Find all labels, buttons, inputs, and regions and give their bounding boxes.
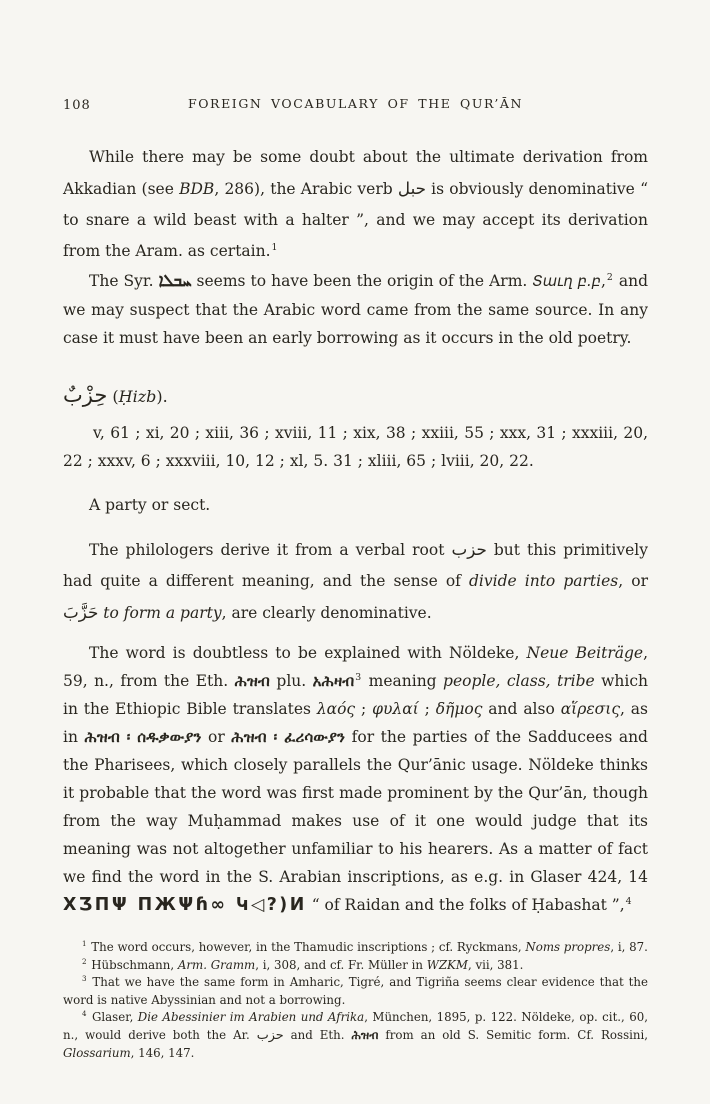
footnote-1: $^1$ The word occurs, however, in the Thamudic inscriptions ; cf. Ryckmans, Noms propres, i, 87. (82, 939, 648, 954)
footnotes-section (63, 939, 648, 1062)
paragraph-derivation: While there may be some doubt about the ultimate derivation from Akkadian (see BDB, 286), the Arabic verb حبل is obviously denominative “ to snare a wild beast with a halter ”, and we may accept its derivation from the Aram. as certain.$^1$ (63, 148, 648, 260)
footnote-4: $^4$ Glaser, Die Abessinier im Arabien und Afrika, München, 1895, p. 122. Nöldeke, op. cit., 60, n., would derive both the Ar. حزب and Eth. ሕዝብ from an old S. Semitic form. Cf. Rossini, Glossarium, 146, 147. (63, 1009, 649, 1060)
gloss-line: A party or sect. (89, 495, 211, 514)
entry-heading-hizb: حِزْبٌ (Ḥizb). (63, 383, 168, 407)
footnote-3: $^3$ That we have the same form in Amharic, Tigré, and Tigriña seems clear evidence that the word is native Abyssinian and not a borrowing. (63, 974, 648, 1007)
running-title: FOREIGN VOCABULARY OF THE QUR’ĀN (187, 96, 524, 111)
paragraph-noldeke: The word is doubtless to be explained with Nöldeke, Neue Beiträge, 59, n., from the Eth. ሕዝብ plu. አሕዛብ$^3$ meaning people, class, tribe which in the Ethiopic Bible translates λαός ; φυλαί ; δῆμος and also αἵρεσις, as in ሕዝብ ፡ ሰዱቃውያን or ሕዝብ ፡ ፈሪሳውያን for the parties of the Sadducees and the Pharisees, which closely parallels the Qur’ānic usage. Nöldeke thinks it probable that the word was first made prominent by the Qur’ān, though from the way Muḥammad makes use of it one would judge that its meaning was not altogether unfamiliar to his hearers. As a matter of fact we find the word in the S. Arabian inscriptions, as e.g. in Glaser 424, 14 XƷΠΨ ΠЖΨɦ∞ Կ◁?)И “ of Raidan and the folks of Ḥabashat ”,$^4$ (63, 644, 649, 915)
paragraph-syriac-origin: The Syr. ܚܒܠܐ seems to have been the origin of the Arm. Տաւղ բ.բ,$^2$ and we may suspect that the Arabic word came from the same source. In any case it must have been an early borrowing as it occurs in the old poetry. (63, 271, 649, 347)
paragraph-philologers: The philologers derive it from a verbal root حزب but this primitively had quite a different meaning, and the sense of divide into parties, or حَزَّبَ to form a party, are clearly denominative. (63, 539, 648, 622)
footnote-2: $^2$ Hübschmann, Arm. Gramm, i, 308, and cf. Fr. Müller in WZKM, vii, 381. (82, 956, 524, 972)
page-number: 108 (63, 98, 91, 113)
verse-references: v, 61 ; xi, 20 ; xiii, 36 ; xviii, 11 ; xix, 38 ; xxiii, 55 ; xxx, 31 ; xxxiii, 20, 22 ; xxxv, 6 ; xxxviii, 10, 12 ; xl, 5. 31 ; xliii, 65 ; lviii, 20, 22. (63, 424, 648, 470)
running-head (63, 96, 648, 116)
